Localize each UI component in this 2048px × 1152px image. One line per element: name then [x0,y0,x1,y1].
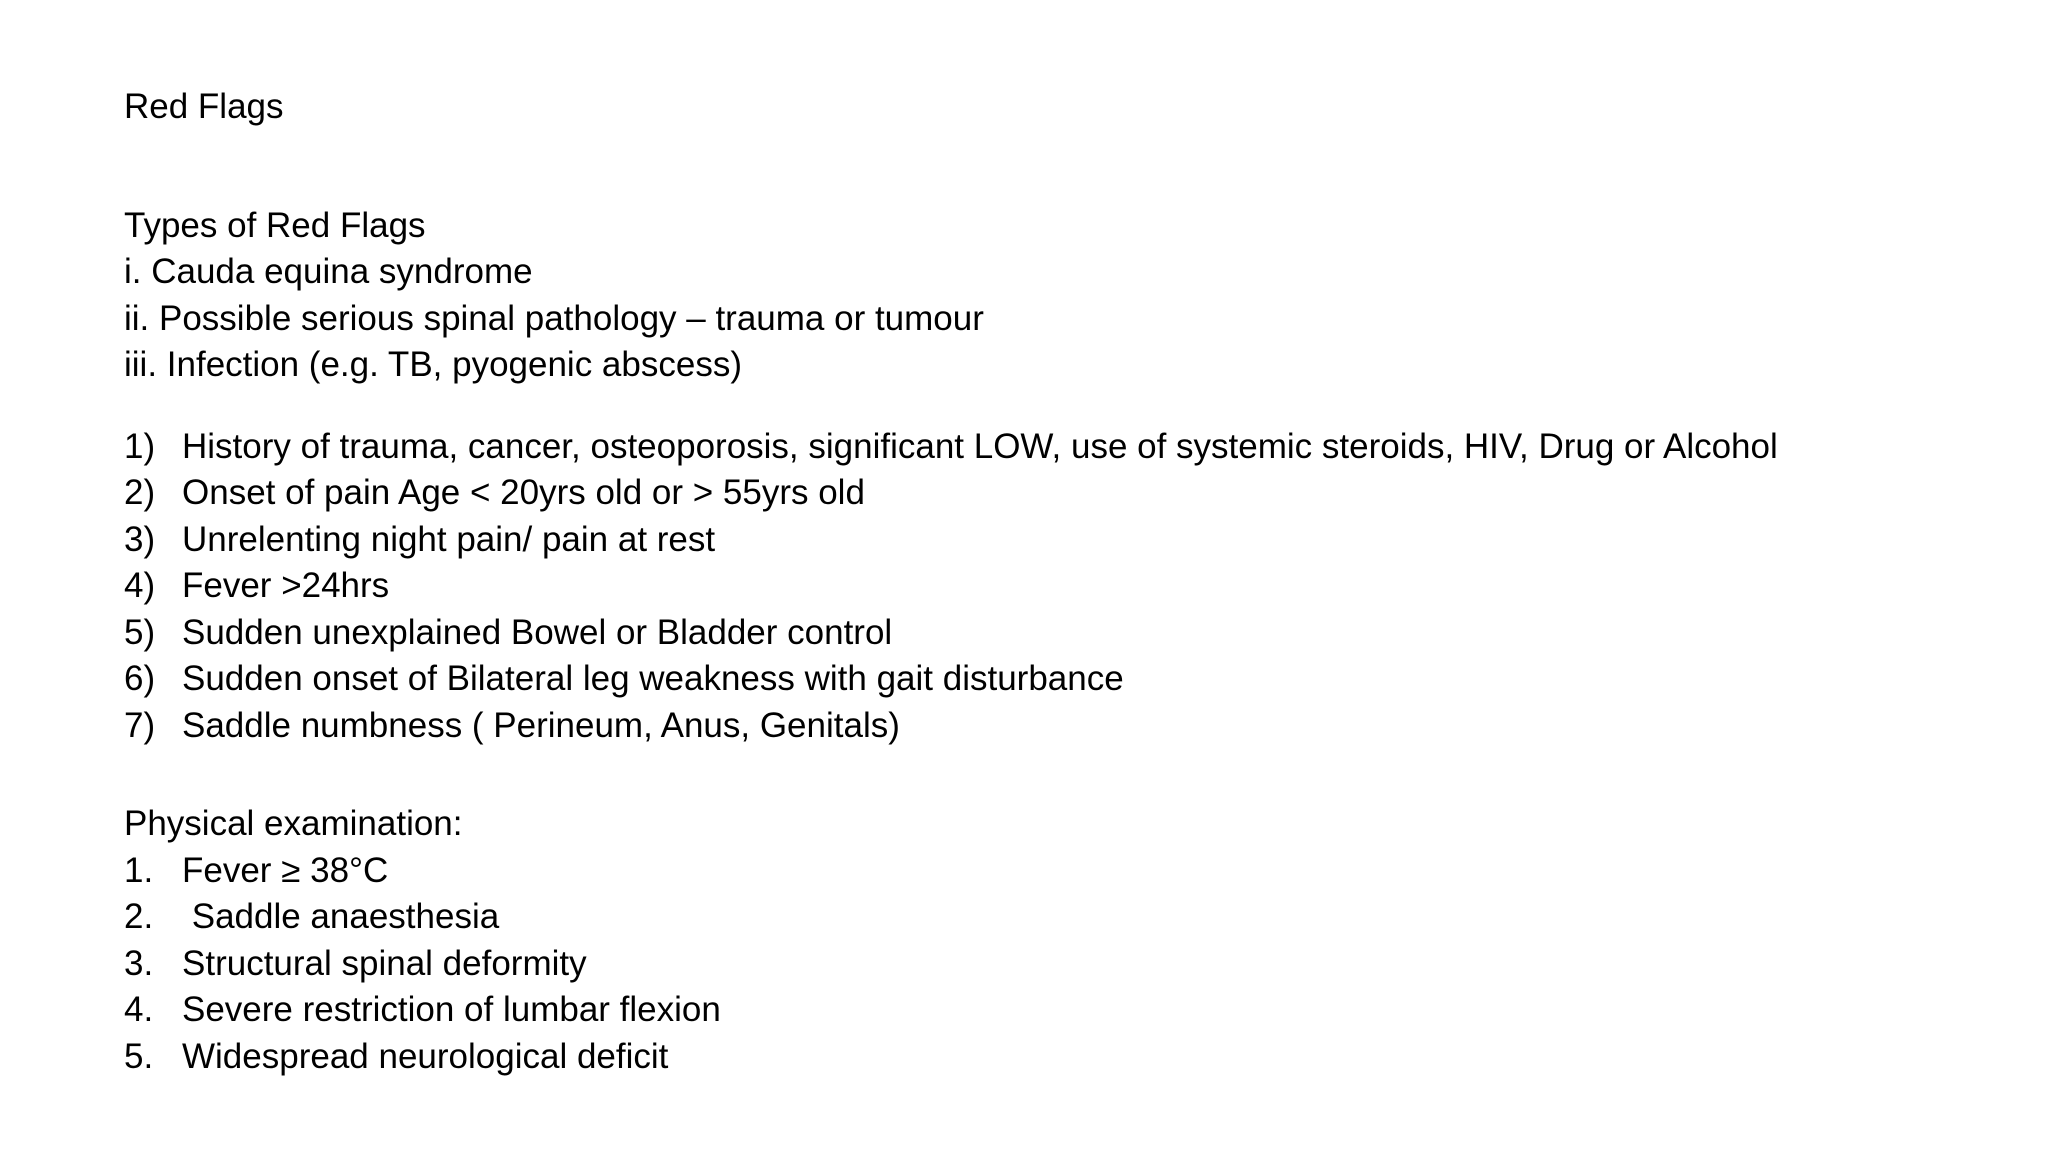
exam-heading: Physical examination: [124,804,463,843]
exam-item [124,987,1984,1034]
history-item [124,610,1984,657]
history-item-text: Onset of pain Age < 20yrs old or > 55yrs old [182,473,865,512]
exam-item-number: 1. [124,850,154,890]
exam-item [124,941,1984,988]
types-heading: Types of Red Flags [124,205,426,245]
history-item-text: Saddle numbness ( Perineum, Anus, Genitals) [182,705,900,745]
history-item [124,424,1984,471]
history-item-number: 4) [124,566,156,605]
history-item [124,703,1984,750]
history-item-number: 6) [124,659,156,698]
exam-item-text: Saddle anaesthesia [182,897,500,936]
slide-content [124,84,1984,1080]
history-item-number: 1) [124,426,156,466]
exam-item [124,848,1984,895]
history-item-number: 3) [124,519,156,559]
history-item-text: Sudden onset of Bilateral leg weakness with gait disturbance [182,659,1124,698]
exam-item-number: 5. [124,1036,154,1076]
exam-item-text: Severe restriction of lumbar flexion [182,990,721,1029]
history-item-number: 5) [124,612,156,652]
history-item [124,470,1984,517]
type-item: ii. Possible serious spinal pathology – trauma or tumour [124,298,984,338]
slide-title: Red Flags [124,87,284,126]
history-item-number: 2) [124,473,156,512]
history-item [124,517,1984,564]
history-item [124,563,1984,610]
exam-item-text: Structural spinal deformity [182,943,587,983]
exam-item [124,1034,1984,1081]
exam-item-number: 2. [124,897,154,936]
type-item: i. Cauda equina syndrome [124,252,533,291]
history-item-text: History of trauma, cancer, osteoporosis, significant LOW, use of systemic steroids, HIV, Drug or Alcohol [182,426,1778,466]
exam-item-text: Fever ≥ 38°C [182,850,389,890]
history-item-number: 7) [124,705,156,745]
history-item [124,656,1984,703]
history-item-text: Fever >24hrs [182,566,390,605]
exam-item [124,894,1984,941]
type-item: iii. Infection (e.g. TB, pyogenic abscess) [124,345,742,384]
history-item-text: Unrelenting night pain/ pain at rest [182,519,716,559]
exam-item-number: 3. [124,943,154,983]
history-item-text: Sudden unexplained Bowel or Bladder control [182,612,893,652]
exam-item-text: Widespread neurological deficit [182,1036,669,1076]
exam-item-number: 4. [124,990,154,1029]
